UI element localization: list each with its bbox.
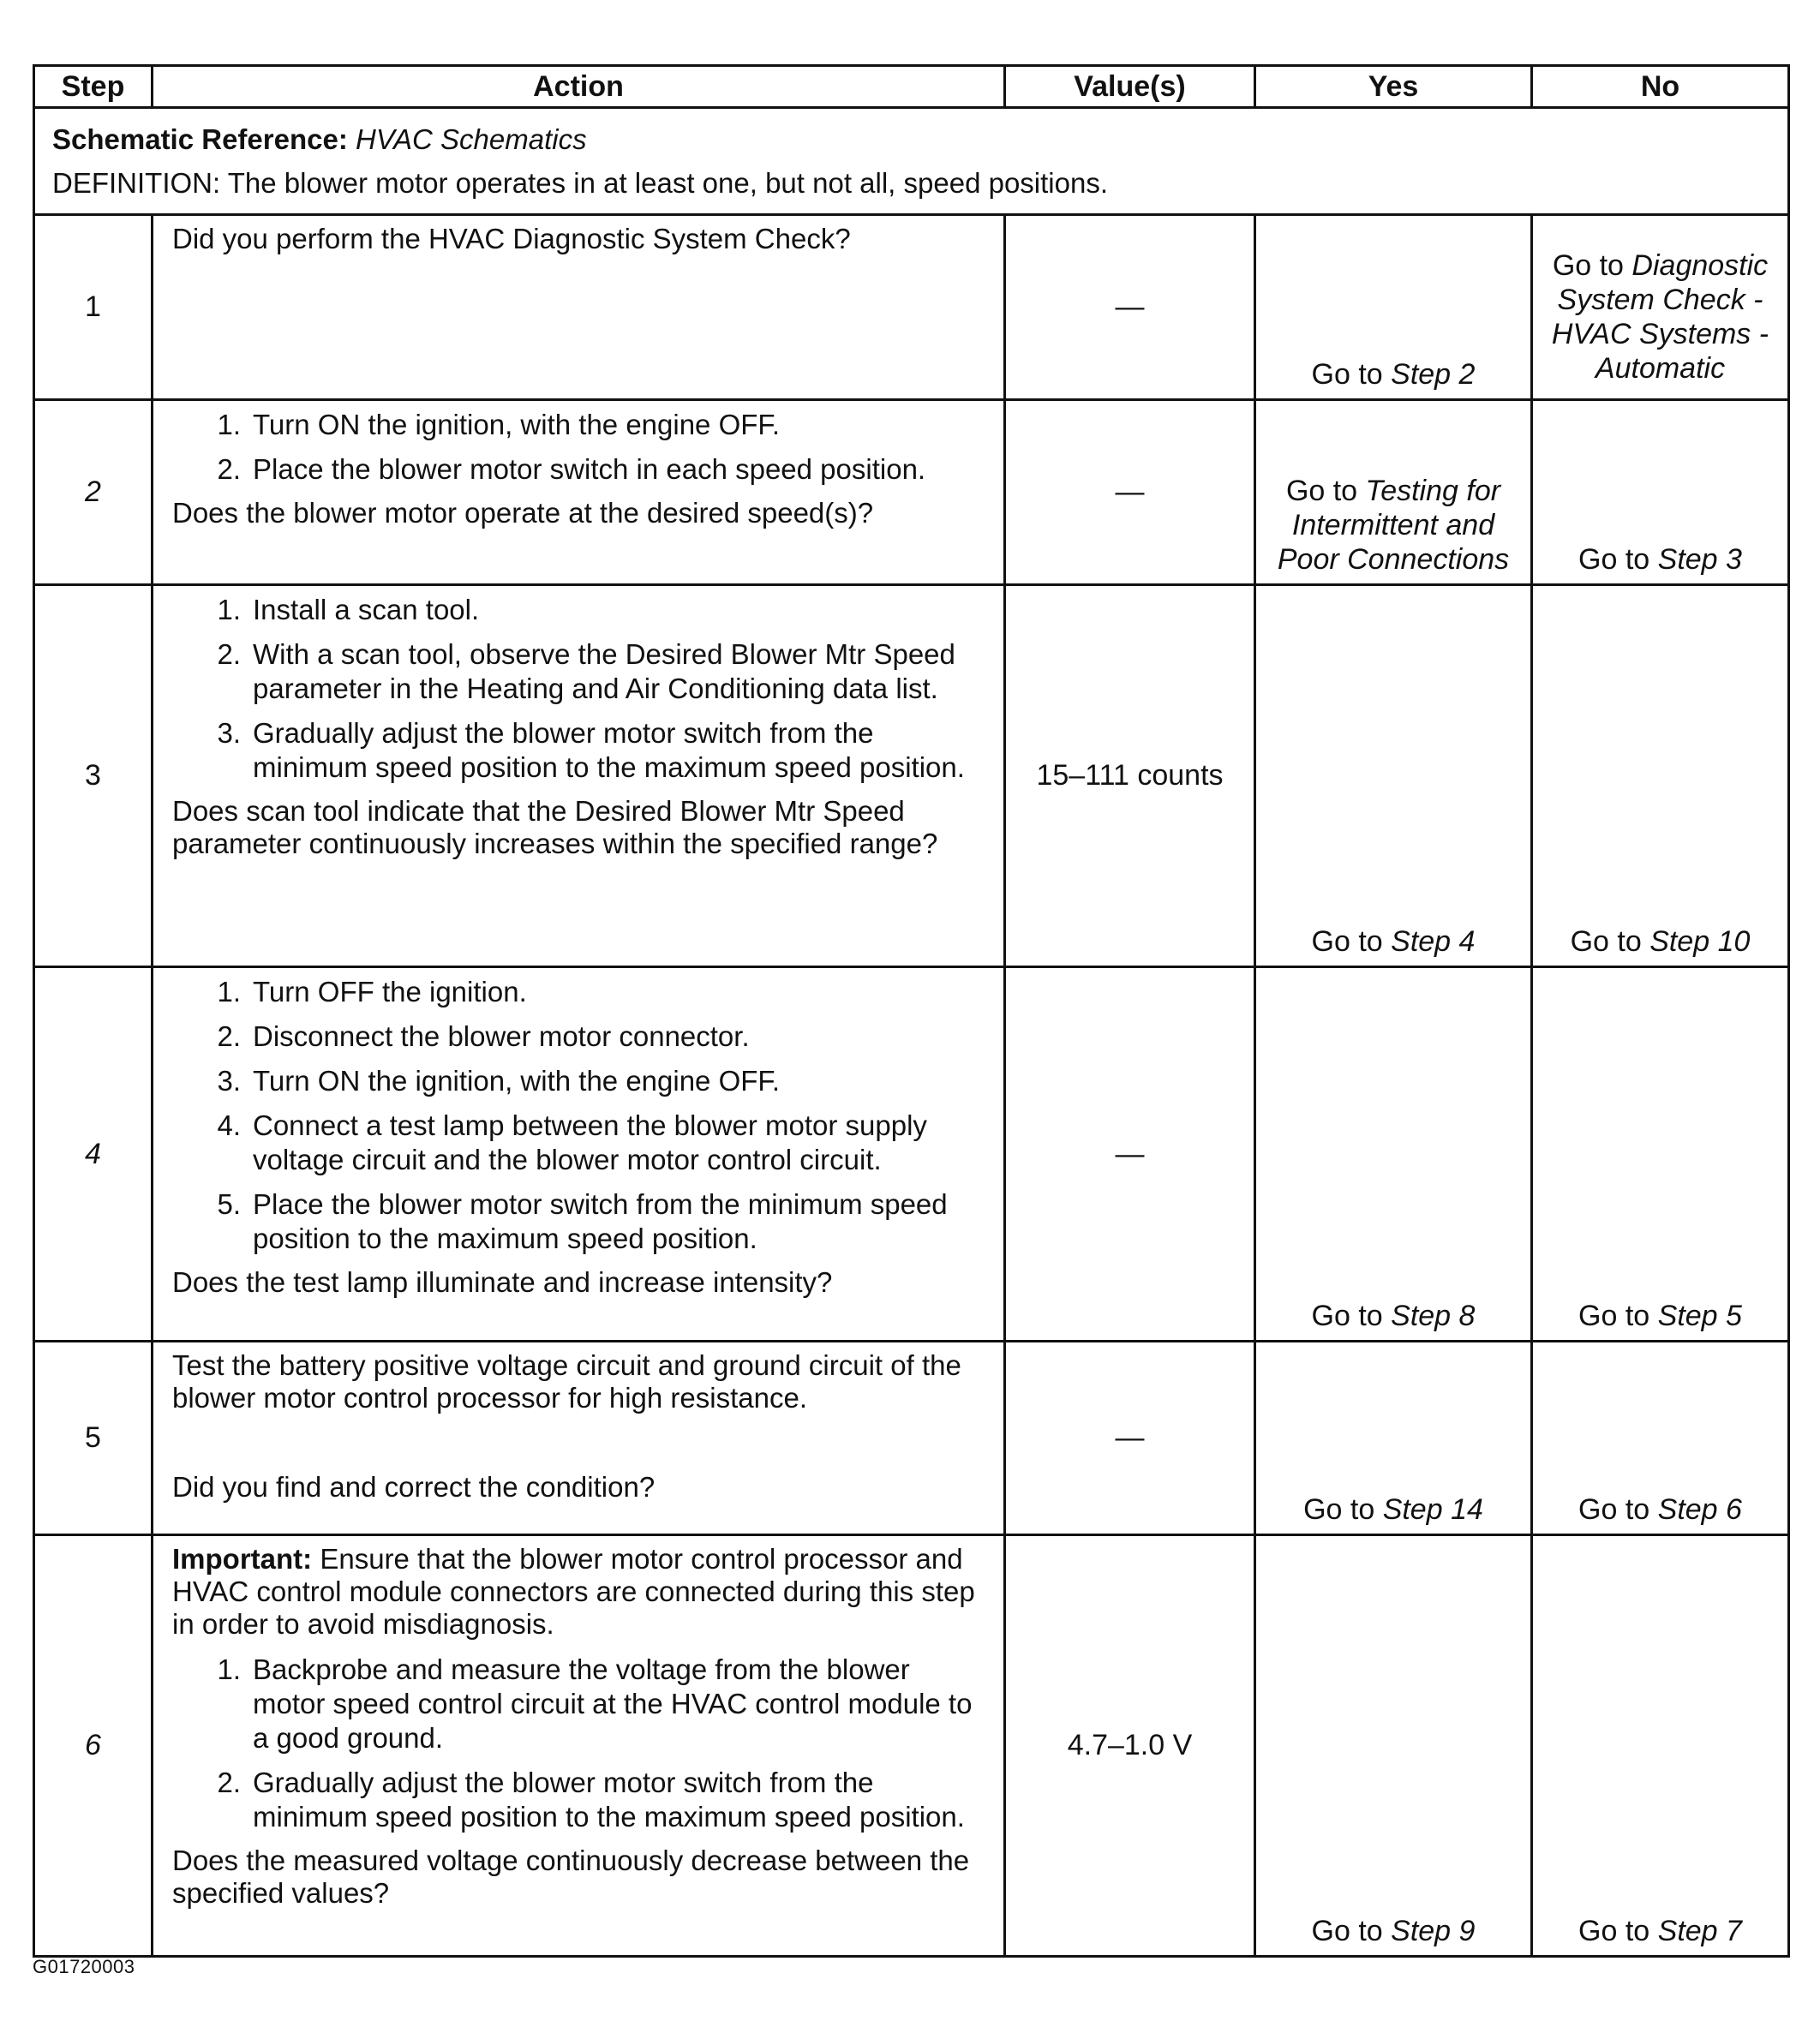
- intro-cell: [34, 108, 1789, 215]
- yes-cell: [1255, 967, 1532, 1342]
- value-cell: 4.7–1.0 V: [1005, 1535, 1255, 1957]
- action-cell: [153, 1342, 1005, 1535]
- header-yes: Yes: [1255, 66, 1532, 108]
- header-no: No: [1532, 66, 1789, 108]
- step-number: 5: [34, 1342, 153, 1535]
- list-item: 1. Turn ON the ignition, with the engine OFF.: [217, 409, 781, 440]
- list-item: 2. Disconnect the blower motor connector.: [217, 1020, 750, 1052]
- step-number: 4: [34, 967, 153, 1342]
- action-list: [172, 593, 990, 785]
- no-prefix: Go to: [1578, 1300, 1658, 1332]
- value-cell: —: [1005, 400, 1255, 585]
- no-prefix: Go to: [1552, 249, 1632, 282]
- yes-prefix: Go to: [1311, 925, 1392, 958]
- diagnostic-table: [33, 64, 1790, 1958]
- action-question: Does the test lamp illuminate and increase intensity?: [172, 1266, 833, 1298]
- header-action: Action: [153, 66, 1005, 108]
- action-cell: [153, 1535, 1005, 1957]
- value-cell: —: [1005, 967, 1255, 1342]
- schematic-reference: [52, 117, 1770, 161]
- schematic-reference-link[interactable]: HVAC Schematics: [356, 123, 587, 155]
- no-cell: [1532, 1342, 1789, 1535]
- action-question: Did you find and correct the condition?: [172, 1471, 656, 1503]
- yes-link[interactable]: Step 4: [1391, 925, 1476, 958]
- yes-link[interactable]: Step 9: [1391, 1915, 1476, 1947]
- action-question: Does scan tool indicate that the Desired Blower Mtr Speed parameter continuously increases within the specified range?: [172, 795, 938, 859]
- no-cell: [1532, 967, 1789, 1342]
- no-cell: [1532, 215, 1789, 400]
- list-item: 3. Gradually adjust the blower motor switch from the minimum speed position to the maximum speed position.: [217, 717, 965, 783]
- no-prefix: Go to: [1578, 1915, 1658, 1947]
- list-item: 3. Turn ON the ignition, with the engine OFF.: [217, 1065, 781, 1097]
- action-list: [172, 1653, 990, 1834]
- list-item: 1. Install a scan tool.: [217, 594, 480, 625]
- yes-prefix: Go to: [1285, 475, 1366, 507]
- yes-prefix: Go to: [1303, 1493, 1383, 1526]
- yes-prefix: Go to: [1311, 1300, 1392, 1332]
- action-question: Did you perform the HVAC Diagnostic System Check?: [172, 223, 851, 254]
- step-number: 3: [34, 585, 153, 967]
- yes-link[interactable]: Step 14: [1382, 1493, 1483, 1526]
- schematic-reference-label: Schematic Reference:: [52, 123, 348, 155]
- action-question: Does the blower motor operate at the desired speed(s)?: [172, 497, 874, 529]
- list-item: 1. Backprobe and measure the voltage from the blower motor speed control circuit at the HVAC control module to a good ground.: [217, 1653, 973, 1754]
- step-row: [34, 215, 1789, 400]
- definition-text: DEFINITION: The blower motor operates in at least one, but not all, speed positions.: [52, 167, 1109, 199]
- step-row: [34, 967, 1789, 1342]
- list-item: 1. Turn OFF the ignition.: [217, 976, 527, 1008]
- no-link[interactable]: Step 3: [1657, 543, 1742, 576]
- action-list: [172, 408, 990, 487]
- no-link[interactable]: Step 5: [1657, 1300, 1742, 1332]
- value-cell: 15–111 counts: [1005, 585, 1255, 967]
- header-values: Value(s): [1005, 66, 1255, 108]
- no-prefix: Go to: [1570, 925, 1650, 958]
- action-list: [172, 975, 990, 1256]
- header-step: Step: [34, 66, 153, 108]
- yes-link[interactable]: Step 2: [1391, 358, 1476, 391]
- action-cell: [153, 967, 1005, 1342]
- action-cell: [153, 585, 1005, 967]
- table-header-row: [34, 66, 1789, 108]
- step-row: [34, 400, 1789, 585]
- figure-code: G01720003: [33, 1956, 135, 1977]
- list-item: 2. Gradually adjust the blower motor switch from the minimum speed position to the maximum speed position.: [217, 1767, 965, 1833]
- no-prefix: Go to: [1578, 543, 1658, 576]
- important-label: Important:: [172, 1543, 313, 1575]
- no-cell: [1532, 1535, 1789, 1957]
- no-link[interactable]: Diagnostic System Check - HVAC Systems - Automatic: [1551, 249, 1769, 385]
- step-row: [34, 585, 1789, 967]
- step-row: [34, 1342, 1789, 1535]
- intro-row: [34, 108, 1789, 215]
- list-item: 2. With a scan tool, observe the Desired Blower Mtr Speed parameter in the Heating and Air Conditioning data list.: [217, 638, 955, 704]
- yes-cell: [1255, 1535, 1532, 1957]
- yes-cell: [1255, 1342, 1532, 1535]
- important-text: Ensure that the blower motor control processor and HVAC control module connectors are connected during this step in order to avoid misdiagnosis.: [172, 1543, 975, 1640]
- action-cell: [153, 400, 1005, 585]
- no-prefix: Go to: [1578, 1493, 1658, 1526]
- step-number: 1: [34, 215, 153, 400]
- no-cell: [1532, 585, 1789, 967]
- no-cell: [1532, 400, 1789, 585]
- important-note: [172, 1543, 990, 1641]
- no-link[interactable]: Step 10: [1649, 925, 1751, 958]
- value-cell: —: [1005, 1342, 1255, 1535]
- yes-prefix: Go to: [1311, 1915, 1392, 1947]
- yes-link[interactable]: Testing for Intermittent and Poor Connections: [1277, 475, 1510, 576]
- yes-link[interactable]: Step 8: [1391, 1300, 1476, 1332]
- yes-cell: [1255, 400, 1532, 585]
- no-link[interactable]: Step 7: [1657, 1915, 1742, 1947]
- no-link[interactable]: Step 6: [1657, 1493, 1742, 1526]
- step-number: 6: [34, 1535, 153, 1957]
- action-question: Does the measured voltage continuously decrease between the specified values?: [172, 1845, 970, 1909]
- action-cell: [153, 215, 1005, 400]
- yes-cell: [1255, 585, 1532, 967]
- list-item: 2. Place the blower motor switch in each speed position.: [217, 453, 926, 485]
- yes-prefix: Go to: [1311, 358, 1392, 391]
- step-number: 2: [34, 400, 153, 585]
- list-item: 4. Connect a test lamp between the blower motor supply voltage circuit and the blower motor control circuit.: [217, 1109, 927, 1175]
- action-text: Test the battery positive voltage circuit and ground circuit of the blower motor control processor for high resistance.: [172, 1349, 961, 1414]
- step-row: [34, 1535, 1789, 1957]
- list-item: 5. Place the blower motor switch from the minimum speed position to the maximum speed position.: [217, 1188, 948, 1254]
- value-cell: —: [1005, 215, 1255, 400]
- yes-cell: [1255, 215, 1532, 400]
